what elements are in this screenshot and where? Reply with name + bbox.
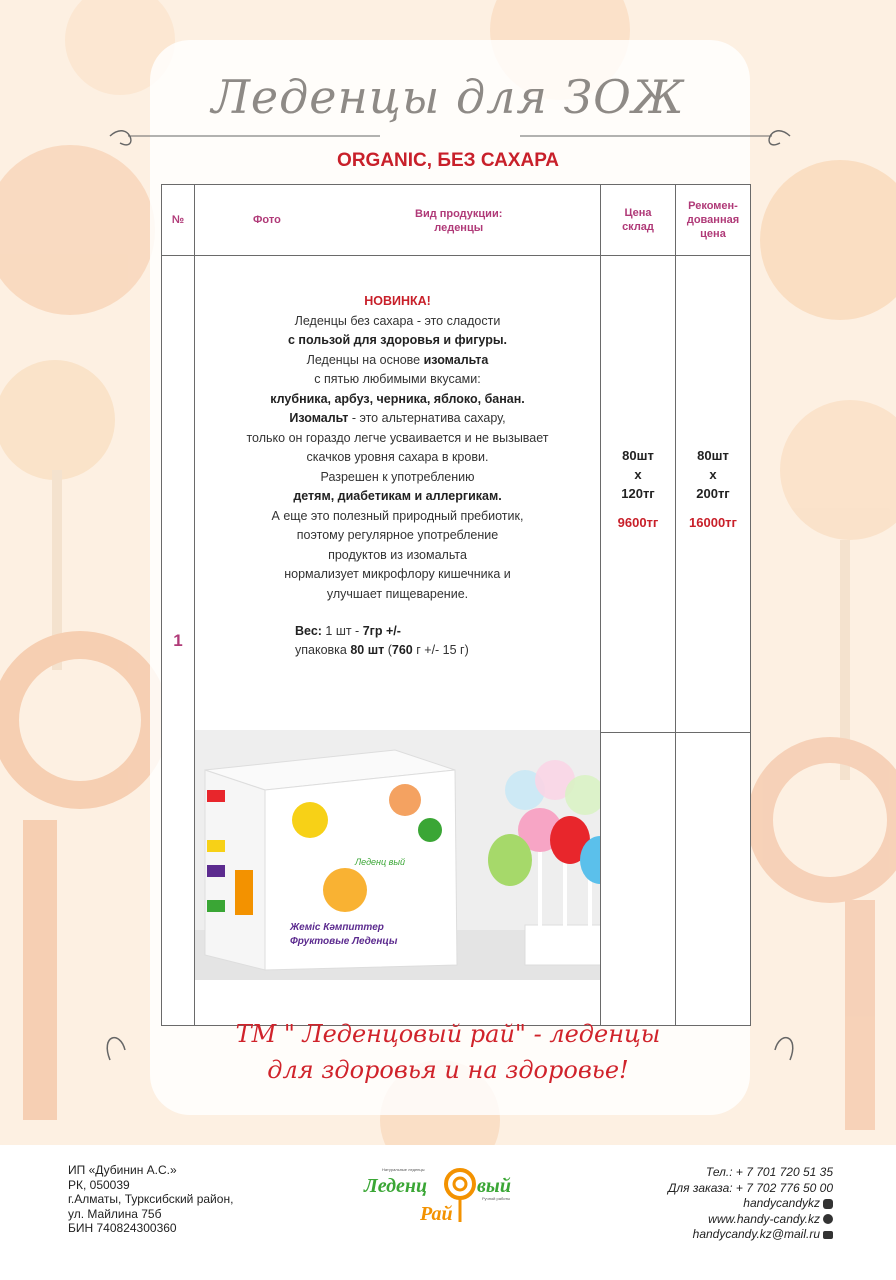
pack-count: 80 шт: [350, 643, 385, 657]
rec-total: 16000тг: [689, 515, 737, 530]
description-line: улучшает пищеварение.: [326, 586, 469, 601]
description-line: только он гораздо легче усваивается и не вызывает: [246, 430, 549, 445]
pack-weight: 760: [391, 643, 413, 657]
slogan-line-2: для здоровья и на здоровье!: [267, 1056, 629, 1084]
logo-small-right: Ручной работы: [482, 1196, 511, 1201]
weight-value: 1 шт -: [321, 624, 363, 638]
description-line: Леденцы без сахара - это сладости: [294, 313, 501, 328]
pack-tolerance: г +/- 15 г): [412, 643, 469, 657]
logo-text-top: Леденц: [364, 1175, 428, 1197]
warehouse-price-cell: [601, 256, 676, 733]
product-description: [195, 256, 601, 733]
description-line: скачков уровня сахара в крови.: [306, 450, 489, 464]
pack-label: упаковка: [295, 643, 351, 657]
logo-text-bottom: Рай: [420, 1203, 453, 1225]
instagram-row[interactable]: [668, 1196, 833, 1212]
header-product-type: Вид продукции: леденцы: [415, 208, 503, 234]
photo-row-rec-empty: [676, 733, 751, 1026]
address-line: г.Алматы, Турксибский район,: [68, 1192, 234, 1206]
recommended-price-cell: [676, 256, 751, 733]
instagram-handle[interactable]: handycandykz: [743, 1196, 820, 1210]
wh-unit: 120тг: [621, 486, 655, 501]
description-line: детям, диабетикам и аллергикам.: [293, 489, 502, 503]
rec-qty: 80шт: [697, 448, 729, 463]
description-line: Разрешен к употреблению: [320, 469, 475, 484]
address-line: ул. Майлина 75б: [68, 1206, 162, 1221]
header-photo-and-type: [195, 185, 601, 256]
wh-x: x: [634, 467, 642, 482]
slogan-flourish: [100, 1030, 800, 1070]
address-line: РК, 050039: [68, 1177, 130, 1192]
address-line: ИП «Дубинин А.С.»: [68, 1163, 177, 1177]
website-row[interactable]: [668, 1212, 833, 1228]
description-line: с пятью любимыми вкусами:: [314, 372, 481, 386]
logo-text-end: вый: [477, 1175, 511, 1197]
phone-tel: Тел.: + 7 701 720 51 35: [705, 1165, 833, 1179]
email-row[interactable]: [668, 1227, 833, 1243]
contacts: [668, 1165, 833, 1243]
brand-logo: [362, 1162, 537, 1227]
logo-small-left: Натуральные леденцы: [382, 1167, 425, 1172]
page-title: Леденцы для ЗОЖ: [211, 70, 685, 124]
description-line: А еще это полезный природный пребиотик,: [271, 508, 524, 523]
product-photo: [195, 730, 600, 980]
pack-paren: (: [384, 643, 392, 657]
description-lines: [195, 312, 600, 605]
table-row: [162, 256, 751, 733]
description-line: нормализует микрофлору кишечника и: [284, 567, 511, 581]
description-line: поэтому регулярное употребление: [296, 528, 499, 542]
phone-order: Для заказа: + 7 702 776 50 00: [667, 1180, 833, 1195]
description-line: клубника, арбуз, черника, яблоко, банан.: [270, 391, 525, 406]
candy-box-image: [205, 750, 457, 970]
description-line: Изомальт - это альтернатива сахару,: [289, 411, 506, 425]
row-number: 1: [162, 256, 195, 1026]
new-badge: НОВИНКА!: [364, 294, 431, 308]
description-line: с пользой для здоровья и фигуры.: [287, 333, 507, 347]
weight-label: Вес:: [295, 624, 322, 638]
header-warehouse-price: Цена склад: [601, 185, 676, 256]
rec-unit: 200тг: [696, 486, 730, 501]
description-line: продуктов из изомальта: [328, 547, 467, 562]
weight-info: [295, 622, 600, 660]
instagram-icon: [823, 1199, 833, 1209]
mail-icon: [823, 1231, 833, 1239]
globe-icon: [823, 1214, 833, 1224]
box-text-1: Жеміс Кәмпиттер: [290, 922, 384, 933]
wh-total: 9600тг: [617, 515, 659, 530]
table-header-row: [162, 185, 751, 256]
website-link[interactable]: www.handy-candy.kz: [708, 1211, 820, 1226]
email-link[interactable]: handycandy.kz@mail.ru: [692, 1227, 820, 1241]
box-brand: Леденц вый: [355, 857, 405, 867]
weight-bold: 7гр +/-: [362, 624, 401, 638]
slogan-line-1: ТМ " Леденцовый рай" - леденцы: [235, 1020, 661, 1048]
company-address: [68, 1163, 233, 1236]
header-photo: Фото: [253, 214, 281, 226]
description-line: Леденцы на основе изомальта: [306, 352, 489, 367]
photo-row-price-empty: [601, 733, 676, 1026]
box-text-2: Фруктовые Леденцы: [290, 936, 398, 947]
wh-qty: 80шт: [622, 448, 654, 463]
rec-x: x: [709, 467, 717, 482]
address-line: БИН 740824300360: [68, 1221, 177, 1235]
header-number: №: [162, 185, 195, 256]
header-recommended-price: Рекомен- дованная цена: [676, 185, 751, 256]
section-subtitle: ORGANIC, БЕЗ САХАРА: [337, 150, 559, 171]
